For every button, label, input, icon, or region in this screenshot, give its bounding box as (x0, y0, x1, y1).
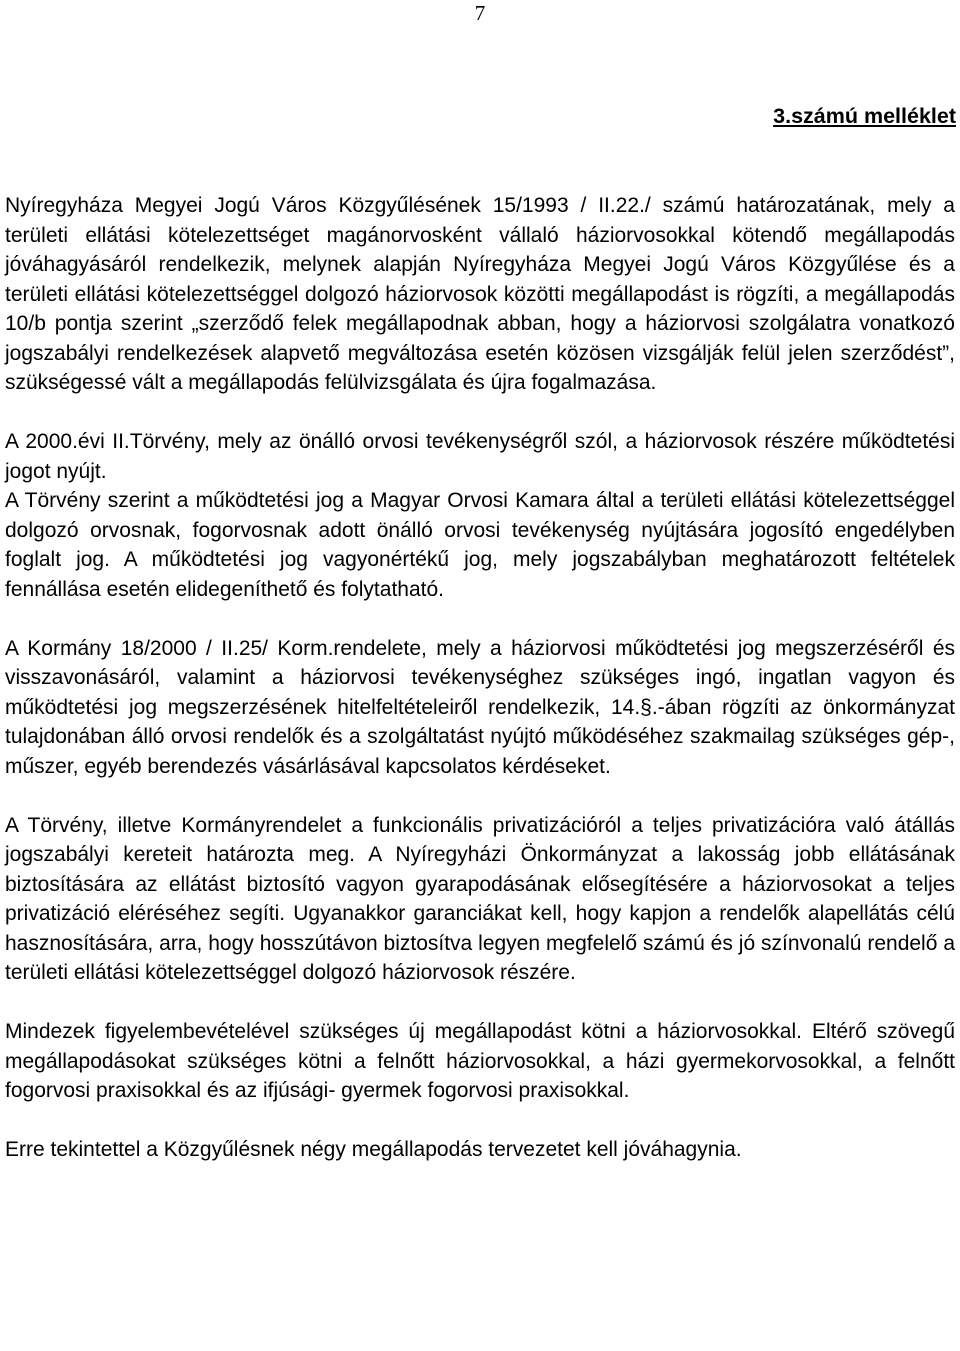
paragraph-new-agreements: Mindezek figyelembevételével szükséges új megállapodást kötni a háziorvosokkal. Eltérő szövegű megállapodásokat szükséges kötni a felnőtt háziorvosokkal, a házi gyermekorvosokkal, a felnőtt fogorvosi praxisokkal és az ifjúsági- gyermek fogorvosi praxisokkal. (5, 1020, 955, 1102)
paragraph-privatization: A Törvény, illetve Kormányrendelet a funkcionális privatizációról a teljes privatizációra való átállás jogszabályi kereteit határozta meg. A Nyíregyházi Önkormányzat a lakosság jobb ellátásának biztosítására az ellátást biztosító vagyon gyarapodásának elősegítésére a háziorvosokat a teljes privatizáció eléréséhez segíti. Ugyanakkor garanciákat kell, hogy kapjon a rendelők alapellátás célú hasznosítására, arra, hogy hosszútávon biztosítva legyen megfelelő számú és jó színvonalú rendelő a területi ellátási kötelezettséggel dolgozó háziorvosok részére. (5, 813, 955, 984)
page-number: 7 (474, 1, 486, 25)
paragraph-conclusion: Erre tekintettel a Közgyűlésnek négy megállapodás tervezetet kell jóváhagynia. (5, 1138, 742, 1161)
paragraph-intro: Nyíregyháza Megyei Jogú Város Közgyűlésének 15/1993 / II.22./ számú határozatának, mely a területi ellátási kötelezettséget magánorvosként vállaló háziorvosokkal kötendő megállapodás jóváhagyásáról rendelkezik, melynek alapján Nyíregyháza Megyei Jogú Város Közgyűlése és a területi ellátási kötelezettséggel dolgozó háziorvosok közötti megállapodást is rögzíti, a megállapodás 10/b pontja szerint „szerződő felek megállapodnak abban, hogy a háziorvosi szolgálatra vonatkozó jogszabályi rendelkezések alapvető megváltozása esetén közösen vizsgálják felül jelen szerződést”, szükségessé vált a megállapodás felülvizsgálata és újra fogalmazása. (5, 194, 955, 394)
paragraph-law-2000: A 2000.évi II.Törvény, mely az önálló orvosi tevékenységről szól, a háziorvosok részére működtetési jogot nyújt. (5, 430, 955, 483)
annex-title: 3.számú melléklet (773, 104, 956, 128)
paragraph-government-decree: A Kormány 18/2000 / II.25/ Korm.rendelete, mely a háziorvosi működtetési jog megszerzéséről és visszavonásáról, valamint a háziorvosi tevékenységhez szükséges ingó, ingatlan vagyon és működtetési jog megszerzésének hitelfeltételeiről rendelkezik, 14.§.-ában rögzíti az önkormányzat tulajdonában álló orvosi rendelők és a szolgáltatást nyújtó működéséhez szakmailag szükséges gép-, műszer, egyéb berendezés vásárlásával kapcsolatos kérdéseket. (5, 636, 955, 778)
paragraph-operating-right: A Törvény szerint a működtetési jog a Magyar Orvosi Kamara által a területi ellátási kötelezettséggel dolgozó orvosnak, fogorvosnak adott önálló orvosi tevékenység nyújtására jogosító engedélyben foglalt jog. A működtetési jog vagyonértékű jog, mely jogszabályban meghatározott feltételek fennállása esetén elidegeníthető és folytatható. (5, 489, 955, 601)
document-body (5, 191, 955, 1165)
